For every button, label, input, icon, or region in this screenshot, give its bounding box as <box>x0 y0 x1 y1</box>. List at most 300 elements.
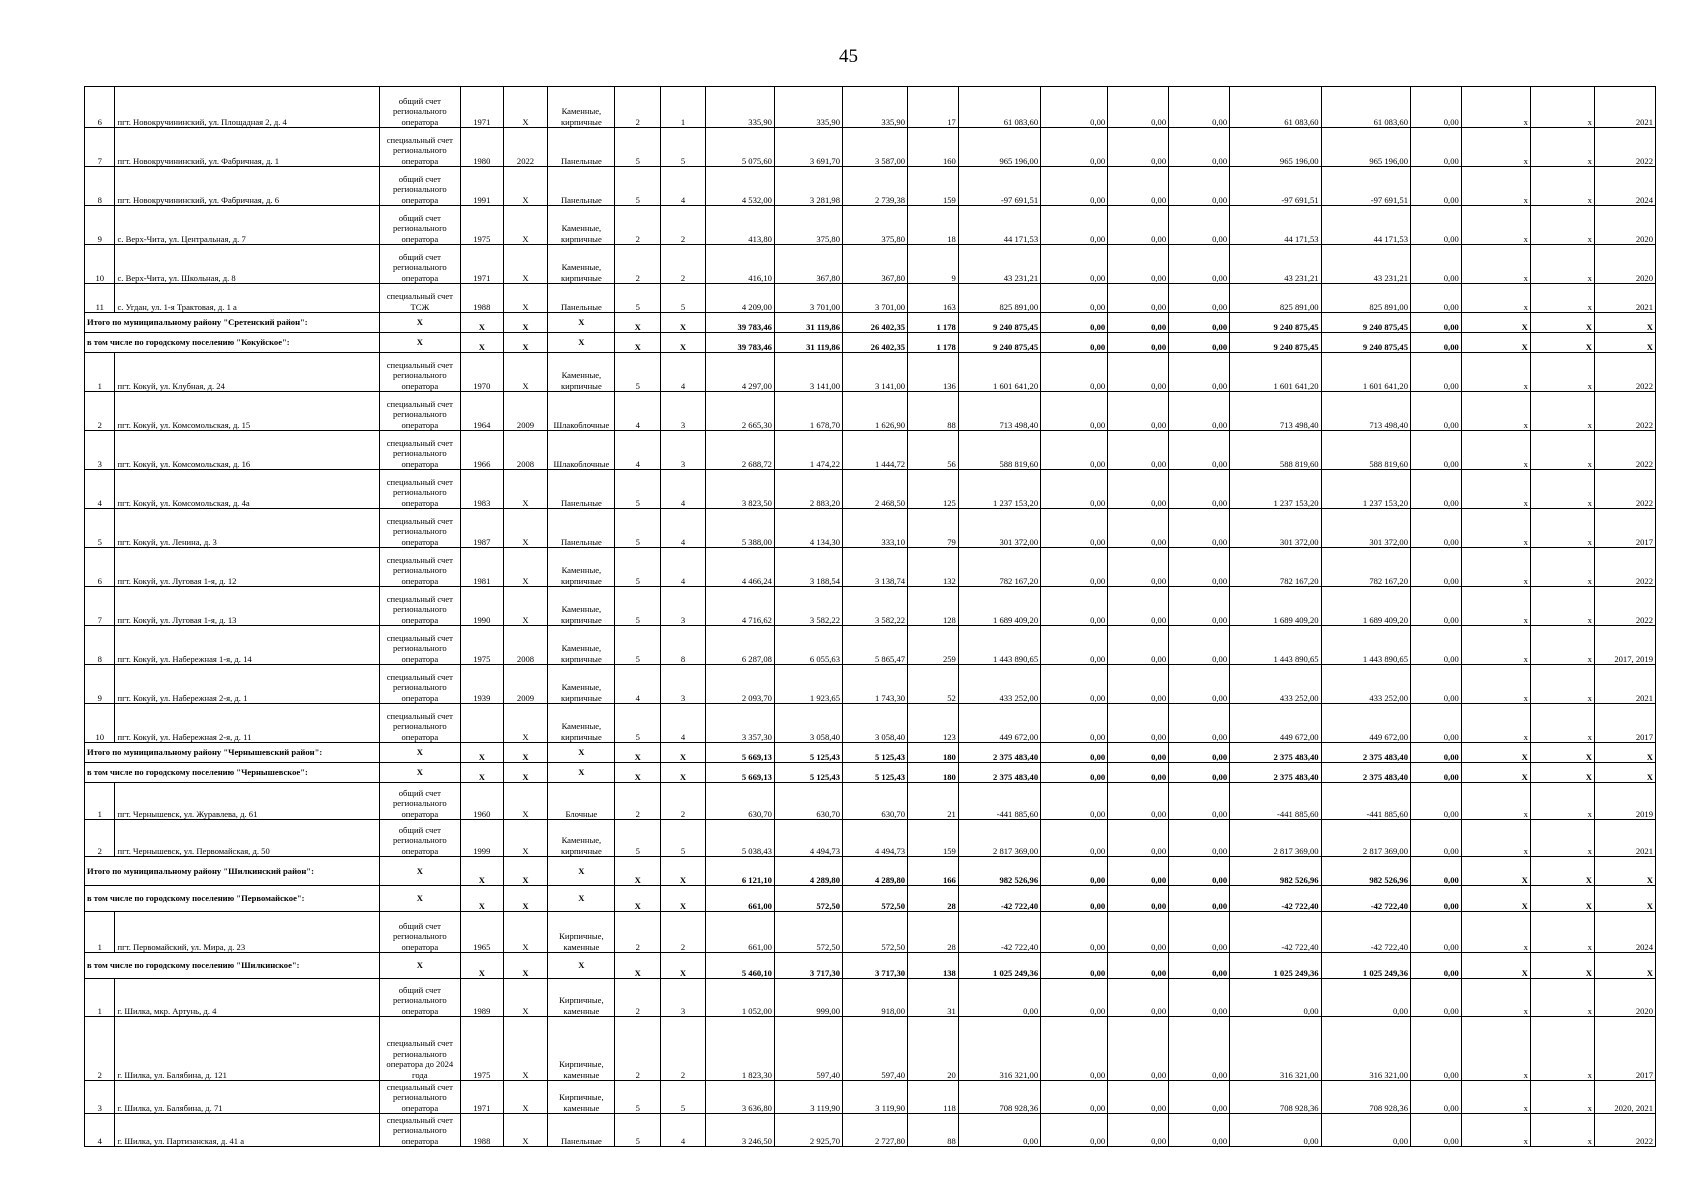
total-area-cell: 416,10 <box>705 245 774 284</box>
col-6-cell: 0,00 <box>1041 886 1108 912</box>
wall-material-cell: X <box>548 313 615 333</box>
marker-cell-b: x <box>1530 1017 1594 1081</box>
account-type-cell: специальный счет регионального оператора <box>379 431 460 470</box>
entrances-cell: 4 <box>661 548 706 587</box>
debt-sum-cell: 0,00 <box>1411 509 1462 548</box>
wall-material-cell: Каменные, кирпичные <box>548 206 615 245</box>
address-cell: пгт. Новокручининский, ул. Площадная 2, д. 4 <box>115 87 379 128</box>
residential-area-cell: 2 739,38 <box>843 167 908 206</box>
residents-count-cell: 163 <box>908 284 959 313</box>
col-7-cell: 0,00 <box>1108 1081 1169 1114</box>
total-area-cell: 2 665,30 <box>705 392 774 431</box>
col-8-cell: 0,00 <box>1169 820 1230 857</box>
year-built-cell <box>460 704 503 743</box>
account-type-cell: специальный счет регионального оператора <box>379 665 460 704</box>
address-cell: пгт. Кокуй, ул. Клубная, д. 24 <box>115 353 379 392</box>
entrances-cell: 3 <box>661 392 706 431</box>
page-number: 45 <box>839 46 858 67</box>
total-area-cell: 3 357,30 <box>705 704 774 743</box>
col-6-cell: 0,00 <box>1041 626 1108 665</box>
planned-year-cell: X <box>1594 953 1655 979</box>
contributions-sum-cell: 9 240 875,45 <box>958 333 1040 353</box>
residential-area-cell: 572,50 <box>843 886 908 912</box>
funds-sum-cell: 433 252,00 <box>1321 665 1410 704</box>
living-area-cell: 3 582,22 <box>774 587 842 626</box>
col-7-cell: 0,00 <box>1108 820 1169 857</box>
marker-cell-b: X <box>1530 763 1594 783</box>
balance-sum-cell: 708 928,36 <box>1230 1081 1321 1114</box>
floors-cell: 2 <box>615 1017 661 1081</box>
marker-cell-a: x <box>1461 284 1530 313</box>
floors-cell: 4 <box>615 392 661 431</box>
balance-sum-cell: 782 167,20 <box>1230 548 1321 587</box>
total-row <box>85 763 1656 783</box>
debt-sum-cell: 0,00 <box>1411 548 1462 587</box>
entrances-cell: 4 <box>661 1114 706 1147</box>
col-8-cell: 0,00 <box>1169 953 1230 979</box>
address-cell: пгт. Кокуй, ул. Набережная 1-я, д. 14 <box>115 626 379 665</box>
funds-sum-cell: 43 231,21 <box>1321 245 1410 284</box>
year-built-cell: 1965 <box>460 912 503 953</box>
year-built-cell: 1989 <box>460 979 503 1017</box>
table-row <box>85 548 1656 587</box>
floors-cell: 5 <box>615 1081 661 1114</box>
entrances-cell: 5 <box>661 128 706 167</box>
residents-count-cell: 125 <box>908 470 959 509</box>
contributions-sum-cell: 449 672,00 <box>958 704 1040 743</box>
balance-sum-cell: 44 171,53 <box>1230 206 1321 245</box>
year-built-cell: 1966 <box>460 431 503 470</box>
col-7-cell: 0,00 <box>1108 333 1169 353</box>
living-area-cell: 4 289,80 <box>774 857 842 886</box>
floors-cell: 5 <box>615 284 661 313</box>
col-6-cell: 0,00 <box>1041 245 1108 284</box>
balance-sum-cell: 1 689 409,20 <box>1230 587 1321 626</box>
floors-cell: 2 <box>615 206 661 245</box>
year-built-cell: 1980 <box>460 128 503 167</box>
funds-sum-cell: 708 928,36 <box>1321 1081 1410 1114</box>
row-number: 1 <box>85 783 115 820</box>
debt-sum-cell: 0,00 <box>1411 431 1462 470</box>
planned-year-cell: X <box>1594 743 1655 763</box>
planned-year-cell: 2020 <box>1594 206 1655 245</box>
total-area-cell: 661,00 <box>705 912 774 953</box>
funds-sum-cell: 9 240 875,45 <box>1321 333 1410 353</box>
floors-cell: 4 <box>615 665 661 704</box>
col-8-cell: 0,00 <box>1169 763 1230 783</box>
col-7-cell: 0,00 <box>1108 743 1169 763</box>
residential-area-cell: 5 865,47 <box>843 626 908 665</box>
residential-area-cell: 3 717,30 <box>843 953 908 979</box>
col-8-cell: 0,00 <box>1169 912 1230 953</box>
funds-sum-cell: 9 240 875,45 <box>1321 313 1410 333</box>
account-type-cell: X <box>379 953 460 979</box>
row-number: 3 <box>85 431 115 470</box>
living-area-cell: 31 119,86 <box>774 333 842 353</box>
row-number: 1 <box>85 353 115 392</box>
balance-sum-cell: 9 240 875,45 <box>1230 313 1321 333</box>
contributions-sum-cell: -97 691,51 <box>958 167 1040 206</box>
col-8-cell: 0,00 <box>1169 206 1230 245</box>
residents-count-cell: 128 <box>908 587 959 626</box>
living-area-cell: 2 883,20 <box>774 470 842 509</box>
table-row <box>85 1017 1656 1081</box>
year-built-cell: 1975 <box>460 1017 503 1081</box>
col-6-cell: 0,00 <box>1041 353 1108 392</box>
subtotal-label: в том числе по городскому поселению "Шилкинское": <box>85 953 380 979</box>
table-row <box>85 704 1656 743</box>
total-area-cell: 5 669,13 <box>705 763 774 783</box>
funds-sum-cell: -42 722,40 <box>1321 912 1410 953</box>
residential-area-cell: 918,00 <box>843 979 908 1017</box>
col-7-cell: 0,00 <box>1108 886 1169 912</box>
last-repair-year-cell: X <box>503 167 548 206</box>
planned-year-cell: 2019 <box>1594 783 1655 820</box>
account-type-cell: общий счет регионального оператора <box>379 206 460 245</box>
wall-material-cell: X <box>548 886 615 912</box>
contributions-sum-cell: 708 928,36 <box>958 1081 1040 1114</box>
living-area-cell: 3 119,90 <box>774 1081 842 1114</box>
marker-cell-b: x <box>1530 470 1594 509</box>
contributions-sum-cell: 2 375 483,40 <box>958 743 1040 763</box>
debt-sum-cell: 0,00 <box>1411 587 1462 626</box>
last-repair-year-cell: X <box>503 1017 548 1081</box>
col-7-cell: 0,00 <box>1108 587 1169 626</box>
wall-material-cell: Каменные, кирпичные <box>548 548 615 587</box>
col-6-cell: 0,00 <box>1041 665 1108 704</box>
marker-cell-a: x <box>1461 548 1530 587</box>
col-7-cell: 0,00 <box>1108 87 1169 128</box>
funds-sum-cell: 301 372,00 <box>1321 509 1410 548</box>
entrances-cell: 4 <box>661 470 706 509</box>
funds-sum-cell: 316 321,00 <box>1321 1017 1410 1081</box>
marker-cell-a: x <box>1461 912 1530 953</box>
account-type-cell: X <box>379 857 460 886</box>
table-row <box>85 665 1656 704</box>
col-8-cell: 0,00 <box>1169 886 1230 912</box>
wall-material-cell: Каменные, кирпичные <box>548 704 615 743</box>
year-built-cell: 1971 <box>460 1081 503 1114</box>
entrances-cell: 4 <box>661 704 706 743</box>
balance-sum-cell: 433 252,00 <box>1230 665 1321 704</box>
col-7-cell: 0,00 <box>1108 665 1169 704</box>
residential-area-cell: 3 058,40 <box>843 704 908 743</box>
contributions-sum-cell: 588 819,60 <box>958 431 1040 470</box>
row-number: 2 <box>85 392 115 431</box>
col-8-cell: 0,00 <box>1169 626 1230 665</box>
total-row <box>85 857 1656 886</box>
balance-sum-cell: 0,00 <box>1230 979 1321 1017</box>
entrances-cell: 2 <box>661 1017 706 1081</box>
account-type-cell: общий счет регионального оператора <box>379 820 460 857</box>
row-number: 9 <box>85 206 115 245</box>
col-6-cell: 0,00 <box>1041 313 1108 333</box>
total-area-cell: 2 688,72 <box>705 431 774 470</box>
residential-area-cell: 597,40 <box>843 1017 908 1081</box>
residents-count-cell: 160 <box>908 128 959 167</box>
marker-cell-b: x <box>1530 353 1594 392</box>
marker-cell-a: x <box>1461 704 1530 743</box>
marker-cell-b: x <box>1530 704 1594 743</box>
residents-count-cell: 88 <box>908 1114 959 1147</box>
living-area-cell: 572,50 <box>774 886 842 912</box>
funds-sum-cell: 825 891,00 <box>1321 284 1410 313</box>
year-built-cell: 1975 <box>460 626 503 665</box>
last-repair-year-cell: X <box>503 353 548 392</box>
planned-year-cell: 2022 <box>1594 548 1655 587</box>
subtotal-label: в том числе по городскому поселению "Кокуйское": <box>85 333 380 353</box>
total-area-cell: 4 716,62 <box>705 587 774 626</box>
entrances-cell: 1 <box>661 87 706 128</box>
entrances-cell: X <box>661 857 706 886</box>
contributions-sum-cell: -42 722,40 <box>958 886 1040 912</box>
living-area-cell: 3 281,98 <box>774 167 842 206</box>
debt-sum-cell: 0,00 <box>1411 284 1462 313</box>
table-row <box>85 912 1656 953</box>
total-area-cell: 1 052,00 <box>705 979 774 1017</box>
year-built-cell: X <box>460 763 503 783</box>
year-built-cell: 1981 <box>460 548 503 587</box>
debt-sum-cell: 0,00 <box>1411 704 1462 743</box>
balance-sum-cell: 713 498,40 <box>1230 392 1321 431</box>
col-6-cell: 0,00 <box>1041 704 1108 743</box>
col-8-cell: 0,00 <box>1169 284 1230 313</box>
address-cell: с. Верх-Чита, ул. Центральная, д. 7 <box>115 206 379 245</box>
last-repair-year-cell: X <box>503 284 548 313</box>
marker-cell-b: x <box>1530 167 1594 206</box>
planned-year-cell: 2022 <box>1594 1114 1655 1147</box>
last-repair-year-cell: X <box>503 333 548 353</box>
total-area-cell: 3 246,50 <box>705 1114 774 1147</box>
table-row <box>85 87 1656 128</box>
planned-year-cell: 2021 <box>1594 820 1655 857</box>
planned-year-cell: 2022 <box>1594 392 1655 431</box>
account-type-cell: специальный счет регионального оператора <box>379 626 460 665</box>
planned-year-cell: 2020 <box>1594 979 1655 1017</box>
residents-count-cell: 132 <box>908 548 959 587</box>
subtotal-label: Итого по муниципальному району "Шилкинский район": <box>85 857 380 886</box>
table-row <box>85 626 1656 665</box>
wall-material-cell: X <box>548 953 615 979</box>
entrances-cell: 3 <box>661 665 706 704</box>
entrances-cell: 3 <box>661 979 706 1017</box>
col-6-cell: 0,00 <box>1041 820 1108 857</box>
year-built-cell: 1975 <box>460 206 503 245</box>
marker-cell-a: x <box>1461 626 1530 665</box>
residential-area-cell: 3 141,00 <box>843 353 908 392</box>
row-number: 10 <box>85 245 115 284</box>
living-area-cell: 335,90 <box>774 87 842 128</box>
account-type-cell: общий счет регионального оператора <box>379 245 460 284</box>
debt-sum-cell: 0,00 <box>1411 245 1462 284</box>
residents-count-cell: 18 <box>908 206 959 245</box>
account-type-cell: специальный счет регионального оператора <box>379 470 460 509</box>
last-repair-year-cell: 2009 <box>503 392 548 431</box>
marker-cell-b: X <box>1530 313 1594 333</box>
col-6-cell: 0,00 <box>1041 1114 1108 1147</box>
entrances-cell: 4 <box>661 509 706 548</box>
wall-material-cell: Кирпичные, каменные <box>548 912 615 953</box>
marker-cell-b: x <box>1530 1114 1594 1147</box>
col-8-cell: 0,00 <box>1169 245 1230 284</box>
funds-sum-cell: 1 443 890,65 <box>1321 626 1410 665</box>
debt-sum-cell: 0,00 <box>1411 820 1462 857</box>
marker-cell-a: x <box>1461 1081 1530 1114</box>
residents-count-cell: 88 <box>908 392 959 431</box>
marker-cell-a: x <box>1461 167 1530 206</box>
row-number: 9 <box>85 665 115 704</box>
balance-sum-cell: 449 672,00 <box>1230 704 1321 743</box>
wall-material-cell: Панельные <box>548 284 615 313</box>
col-7-cell: 0,00 <box>1108 470 1169 509</box>
account-type-cell: специальный счет регионального оператора <box>379 128 460 167</box>
col-8-cell: 0,00 <box>1169 128 1230 167</box>
debt-sum-cell: 0,00 <box>1411 953 1462 979</box>
balance-sum-cell: 2 817 369,00 <box>1230 820 1321 857</box>
subtotal-label: Итого по муниципальному району "Чернышевский район": <box>85 743 380 763</box>
wall-material-cell: Каменные, кирпичные <box>548 587 615 626</box>
planned-year-cell: 2017 <box>1594 509 1655 548</box>
marker-cell-a: x <box>1461 431 1530 470</box>
living-area-cell: 5 125,43 <box>774 743 842 763</box>
account-type-cell: общий счет регионального оператора <box>379 783 460 820</box>
col-8-cell: 0,00 <box>1169 1081 1230 1114</box>
debt-sum-cell: 0,00 <box>1411 206 1462 245</box>
marker-cell-b: x <box>1530 783 1594 820</box>
balance-sum-cell: 965 196,00 <box>1230 128 1321 167</box>
living-area-cell: 3 701,00 <box>774 284 842 313</box>
residents-count-cell: 166 <box>908 857 959 886</box>
col-8-cell: 0,00 <box>1169 665 1230 704</box>
living-area-cell: 375,80 <box>774 206 842 245</box>
row-number: 8 <box>85 626 115 665</box>
debt-sum-cell: 0,00 <box>1411 1081 1462 1114</box>
address-cell: г. Шилка, ул. Балябина, д. 121 <box>115 1017 379 1081</box>
residential-area-cell: 3 587,00 <box>843 128 908 167</box>
residents-count-cell: 136 <box>908 353 959 392</box>
row-number: 5 <box>85 509 115 548</box>
balance-sum-cell: 1 025 249,36 <box>1230 953 1321 979</box>
balance-sum-cell: 301 372,00 <box>1230 509 1321 548</box>
residential-area-cell: 367,80 <box>843 245 908 284</box>
last-repair-year-cell: 2009 <box>503 665 548 704</box>
contributions-sum-cell: 0,00 <box>958 979 1040 1017</box>
debt-sum-cell: 0,00 <box>1411 979 1462 1017</box>
total-area-cell: 6 287,08 <box>705 626 774 665</box>
address-cell: пгт. Новокручининский, ул. Фабричная, д. 1 <box>115 128 379 167</box>
wall-material-cell: Блочные <box>548 783 615 820</box>
planned-year-cell: 2024 <box>1594 167 1655 206</box>
residents-count-cell: 79 <box>908 509 959 548</box>
contributions-sum-cell: 982 526,96 <box>958 857 1040 886</box>
living-area-cell: 1 474,22 <box>774 431 842 470</box>
planned-year-cell: 2020, 2021 <box>1594 1081 1655 1114</box>
contributions-sum-cell: 0,00 <box>958 1114 1040 1147</box>
col-6-cell: 0,00 <box>1041 431 1108 470</box>
floors-cell: 2 <box>615 783 661 820</box>
subtotal-label: в том числе по городскому поселению "Чернышевское": <box>85 763 380 783</box>
debt-sum-cell: 0,00 <box>1411 1114 1462 1147</box>
floors-cell: 2 <box>615 87 661 128</box>
entrances-cell: 2 <box>661 912 706 953</box>
residential-area-cell: 26 402,35 <box>843 333 908 353</box>
col-6-cell: 0,00 <box>1041 912 1108 953</box>
account-type-cell: специальный счет регионального оператора <box>379 1081 460 1114</box>
last-repair-year-cell: X <box>503 857 548 886</box>
living-area-cell: 3 717,30 <box>774 953 842 979</box>
total-area-cell: 39 783,46 <box>705 313 774 333</box>
last-repair-year-cell: X <box>503 1081 548 1114</box>
total-area-cell: 5 669,13 <box>705 743 774 763</box>
funds-sum-cell: 588 819,60 <box>1321 431 1410 470</box>
table-row <box>85 979 1656 1017</box>
wall-material-cell: Кирпичные, каменные <box>548 1081 615 1114</box>
col-7-cell: 0,00 <box>1108 783 1169 820</box>
row-number: 7 <box>85 587 115 626</box>
account-type-cell: общий счет регионального оператора <box>379 979 460 1017</box>
planned-year-cell: 2022 <box>1594 128 1655 167</box>
funds-sum-cell: -42 722,40 <box>1321 886 1410 912</box>
marker-cell-a: X <box>1461 763 1530 783</box>
debt-sum-cell: 0,00 <box>1411 353 1462 392</box>
funds-sum-cell: 2 375 483,40 <box>1321 743 1410 763</box>
floors-cell: 5 <box>615 704 661 743</box>
marker-cell-a: X <box>1461 743 1530 763</box>
row-number: 6 <box>85 548 115 587</box>
row-number: 11 <box>85 284 115 313</box>
floors-cell: X <box>615 857 661 886</box>
living-area-cell: 31 119,86 <box>774 313 842 333</box>
planned-year-cell: 2021 <box>1594 87 1655 128</box>
living-area-cell: 6 055,63 <box>774 626 842 665</box>
debt-sum-cell: 0,00 <box>1411 167 1462 206</box>
year-built-cell: X <box>460 313 503 333</box>
account-type-cell: специальный счет регионального оператора <box>379 509 460 548</box>
balance-sum-cell: 316 321,00 <box>1230 1017 1321 1081</box>
total-area-cell: 3 636,80 <box>705 1081 774 1114</box>
marker-cell-a: x <box>1461 87 1530 128</box>
balance-sum-cell: 2 375 483,40 <box>1230 763 1321 783</box>
account-type-cell: X <box>379 313 460 333</box>
funds-sum-cell: 0,00 <box>1321 1114 1410 1147</box>
col-6-cell: 0,00 <box>1041 128 1108 167</box>
debt-sum-cell: 0,00 <box>1411 763 1462 783</box>
planned-year-cell: 2022 <box>1594 431 1655 470</box>
col-8-cell: 0,00 <box>1169 783 1230 820</box>
floors-cell: 5 <box>615 587 661 626</box>
wall-material-cell: Панельные <box>548 128 615 167</box>
col-6-cell: 0,00 <box>1041 392 1108 431</box>
entrances-cell: 5 <box>661 284 706 313</box>
wall-material-cell: Каменные, кирпичные <box>548 245 615 284</box>
contributions-sum-cell: 9 240 875,45 <box>958 313 1040 333</box>
table-row <box>85 1114 1656 1147</box>
year-built-cell: X <box>460 333 503 353</box>
marker-cell-b: X <box>1530 333 1594 353</box>
total-row <box>85 743 1656 763</box>
funds-sum-cell: 1 601 641,20 <box>1321 353 1410 392</box>
marker-cell-a: x <box>1461 665 1530 704</box>
total-area-cell: 5 075,60 <box>705 128 774 167</box>
account-type-cell: общий счет регионального оператора <box>379 912 460 953</box>
floors-cell: 5 <box>615 353 661 392</box>
balance-sum-cell: -42 722,40 <box>1230 886 1321 912</box>
residents-count-cell: 180 <box>908 763 959 783</box>
floors-cell: 5 <box>615 626 661 665</box>
row-number: 1 <box>85 979 115 1017</box>
debt-sum-cell: 0,00 <box>1411 1017 1462 1081</box>
balance-sum-cell: 1 237 153,20 <box>1230 470 1321 509</box>
